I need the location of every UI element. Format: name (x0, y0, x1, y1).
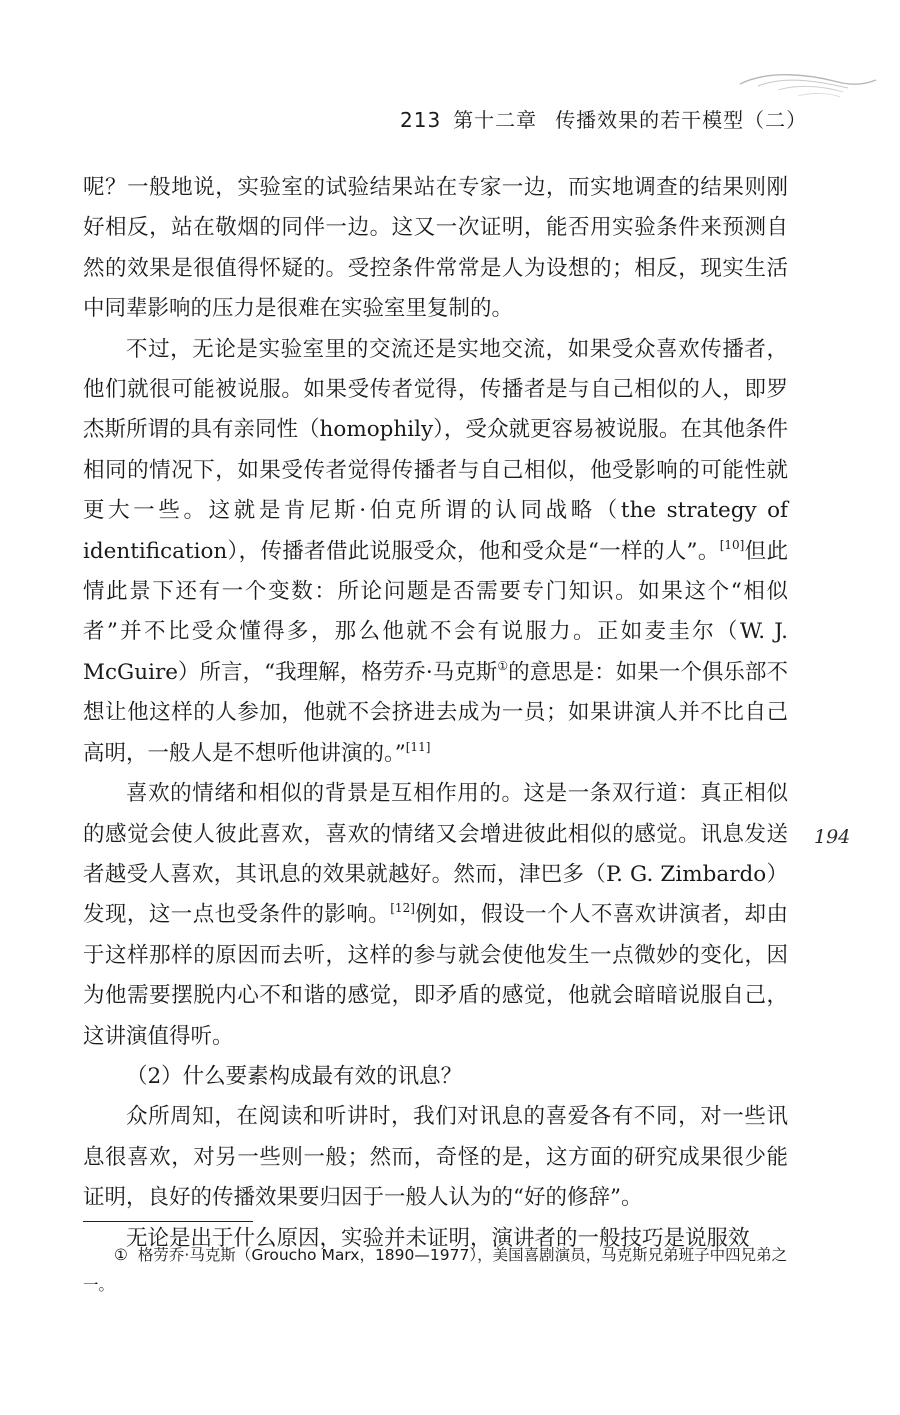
text-run: 的意思是：如果一个俱乐部不想让他这样的人参加，他就不会挤进去成为一员；如果讲演人并不比自己高明，一般人是不想听他讲演的。” (83, 659, 788, 766)
footnote-marker: ① (497, 658, 509, 673)
paragraph: 无论是出于什么原因，实验并未证明，演讲者的一般技巧是说服效 (126, 1225, 750, 1251)
chapter-label: 第十二章 (453, 108, 538, 132)
footnote-rule (83, 1221, 253, 1222)
margin-page-number: 194 (814, 826, 851, 848)
text-run: 但此情此景下还有一个变数：所论问题是否需要专门知识。如果这个“相似者”并不比受众懂得多，那么他就不会有说服力。正如麦圭尔（W. J. McGuire）所言，“我理解，格劳乔·马克斯 (83, 538, 788, 685)
citation-ref: [11] (405, 739, 431, 754)
citation-ref: [10] (719, 537, 745, 552)
paragraph: 众所周知，在阅读和听讲时，我们对讯息的喜爱各有不同，对一些讯息很喜欢，对另一些则一般；然而，奇怪的是，这方面的研究成果很少能证明，良好的传播效果要归因于一般人认为的“好的修辞”。 (83, 1104, 788, 1211)
footnote (83, 1240, 788, 1300)
footnote-text: 格劳乔·马克斯（Groucho Marx，1890—1977），美国喜剧演员，马克斯兄弟班子中四兄弟之一。 (83, 1246, 788, 1294)
chapter-title: 传播效果的若干模型（二） (555, 108, 808, 132)
footnote-marker: ① (114, 1246, 128, 1264)
paragraph: 呢？一般地说，实验室的试验结果站在专家一边，而实地调查的结果则刚好相反，站在敬烟的同伴一边。这又一次证明，能否用实验条件来预测自然的效果是很值得怀疑的。受控条件常常是人为设想的；相反，现实生活中同辈影响的压力是很难在实验室里复制的。 (83, 175, 788, 322)
body-text (83, 168, 788, 1259)
paragraph (83, 330, 788, 774)
page-number: 213 (400, 108, 442, 132)
text-run: 喜欢的情绪和相似的背景是互相作用的。这是一条双行道：真正相似的感觉会使人彼此喜欢，喜欢的情绪又会增进彼此相似的感觉。讯息发送者越受人喜欢，其讯息的效果就越好。然而，津巴多（P. G. Zimbardo）发现，这一点也受条件的影响。 (83, 781, 788, 928)
paragraph (83, 774, 788, 1057)
running-head (400, 104, 807, 133)
text-run: 例如，假设一个人不喜欢讲演者，却由于这样那样的原因而去听，这样的参与就会使他发生一点微妙的变化，因为他需要摆脱内心不和谐的感觉，即矛盾的感觉，他就会暗暗说服自己，这讲演值得听。 (83, 902, 788, 1049)
citation-ref: [12] (390, 901, 415, 916)
section-heading: （2）什么要素构成最有效的讯息？ (126, 1063, 463, 1089)
text-run: 不过，无论是实验室里的交流还是实地交流，如果受众喜欢传播者，他们就很可能被说服。如果受传者觉得，传播者是与自己相似的人，即罗杰斯所谓的具有亲同性（homophily），受众就更容易被说服。在其他条件相同的情况下，如果受传者觉得传播者与自己相似，他受影响的可能性就更大一些。这就是肯尼斯·伯克所谓的认同战略（the strategy of identification），传播者借此说服受众，他和受众是“一样的人”。 (83, 336, 788, 564)
